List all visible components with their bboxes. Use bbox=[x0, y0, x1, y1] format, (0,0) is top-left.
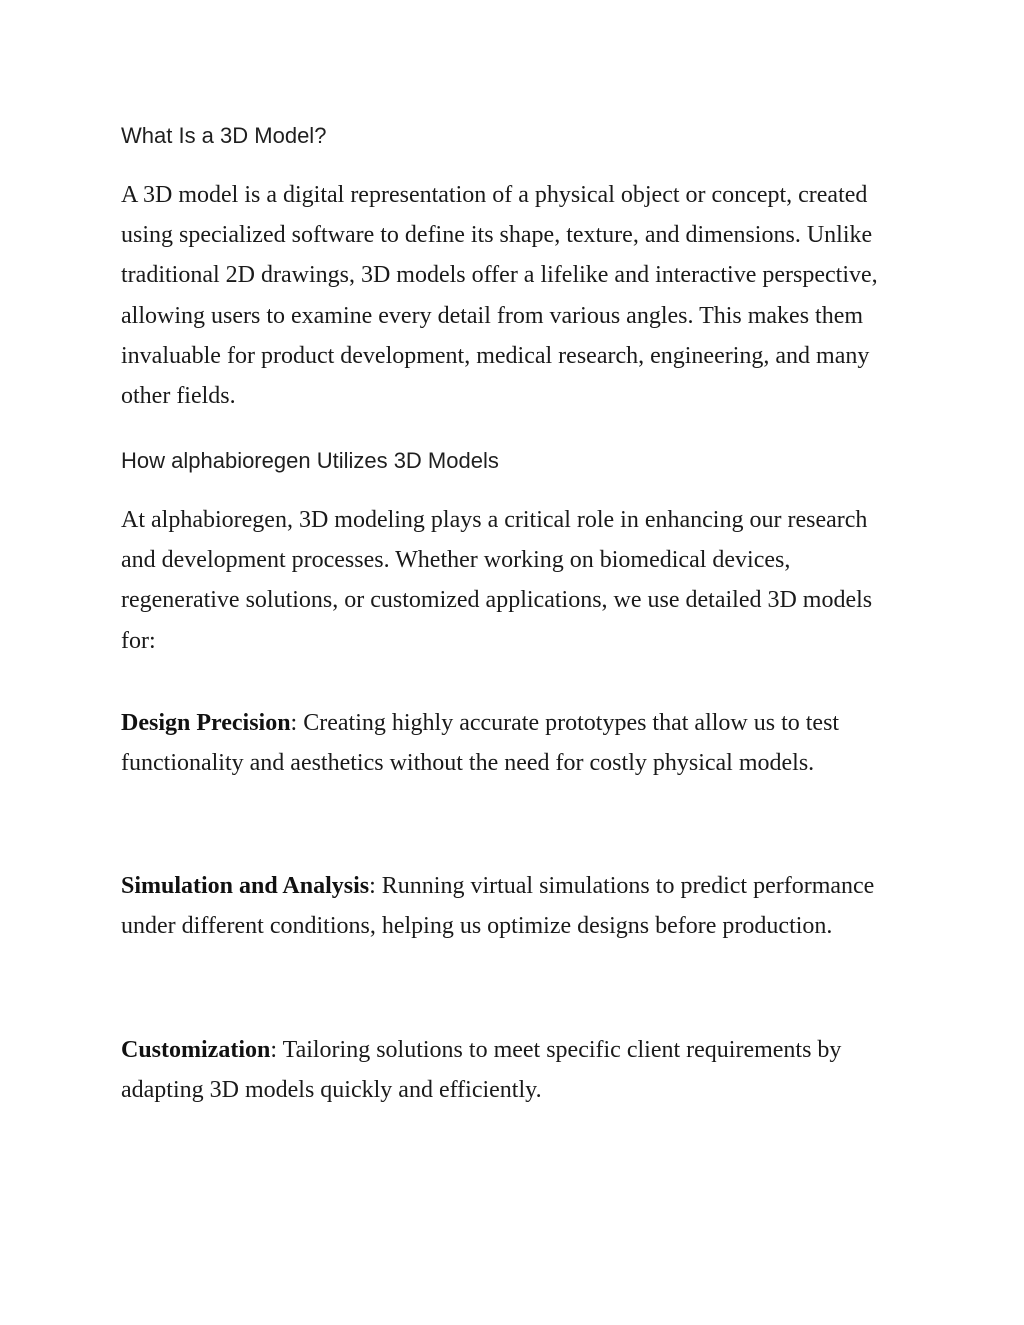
section-heading-how-utilizes: How alphabioregen Utilizes 3D Models bbox=[121, 448, 499, 473]
use-item-description: : Running virtual simulations to predict performance under different conditions, helping us optimize designs before production. bbox=[121, 873, 875, 940]
use-item-design-precision bbox=[121, 703, 901, 783]
use-item-term: Design Precision bbox=[121, 710, 291, 736]
use-item-term: Simulation and Analysis bbox=[121, 873, 370, 899]
section-paragraph-what-is-3d-model: A 3D model is a digital representation of a physical object or concept, created using specialized software to define its shape, texture, and dimensions. Unlike traditional 2D drawings, 3D models offer a lifelike and interactive perspective, allowing users to examine every detail from various angles. This makes them invaluable for product development, medical research, engineering, and many other fields. bbox=[121, 182, 878, 410]
section-heading-what-is-3d-model: What Is a 3D Model? bbox=[121, 123, 327, 148]
use-item-description: : Creating highly accurate prototypes that allow us to test functionality and aesthetics without the need for costly physical models. bbox=[121, 710, 840, 777]
use-item-simulation-analysis bbox=[121, 866, 901, 946]
use-item-description: : Tailoring solutions to meet specific client requirements by adapting 3D models quickly and efficiently. bbox=[121, 1037, 842, 1104]
section-paragraph-how-utilizes: At alphabioregen, 3D modeling plays a critical role in enhancing our research and development processes. Whether working on biomedical devices, regenerative solutions, or customized applications, we use detailed 3D models for: bbox=[121, 507, 873, 654]
use-item-customization bbox=[121, 1030, 901, 1110]
use-item-term: Customization bbox=[121, 1037, 271, 1063]
